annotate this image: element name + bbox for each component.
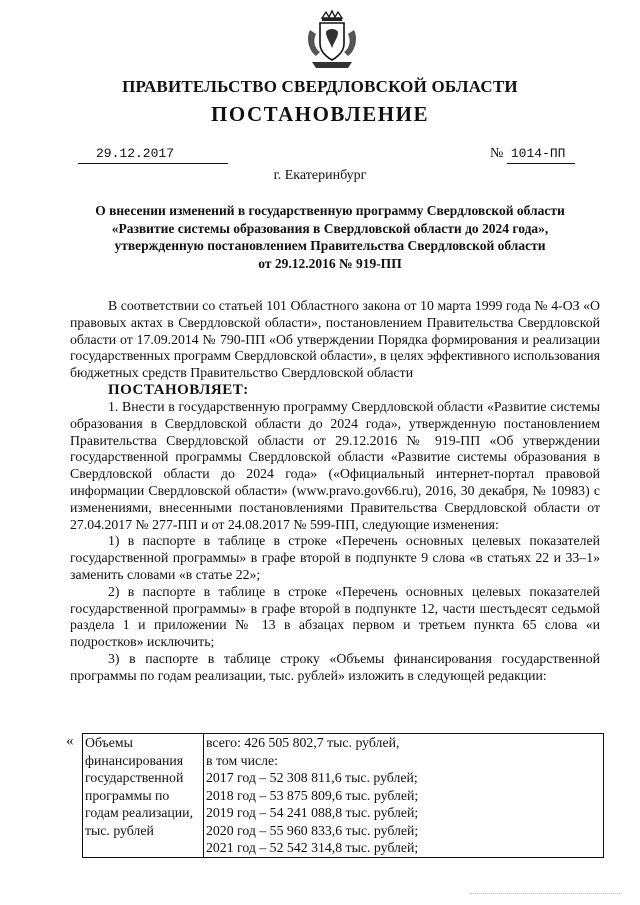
coat-of-arms-icon (300, 8, 364, 72)
table-row (83, 734, 604, 858)
city: г. Екатеринбург (273, 168, 367, 183)
footer-divider (470, 893, 620, 899)
financing-value-line: в том числе: (206, 752, 278, 768)
document-date: 29.12.2017 (78, 145, 228, 164)
subject-line: утвержденную постановлением Правительства Свердловской области (114, 238, 546, 253)
financing-value-line: всего: 426 505 802,7 тыс. рублей, (206, 735, 400, 750)
financing-value-line: 2017 год – 52 308 811,6 тыс. рублей; (206, 770, 418, 785)
subitem-1-paragraph: 1) в паспорте в таблице в строке «Перечень основных целевых показателей государственной программы» в графе второй в подпункте 9 слова «в статьях 22 и 33–1» заменить словами «в статье 22»; (70, 533, 600, 582)
preamble-paragraph: В соответствии со статьей 101 Областного закона от 10 марта 1999 года № 4-ОЗ «О правовых актах в Свердловской области», постановлением Правительства Свердловской области от 17.09.2014 № 790-ПП «Об утверждении Порядка формирования и реализации государственных программ Свердловской области», в целях эффективного использования бюджетных средств Правительство Свердловской области (70, 298, 600, 381)
financing-table (82, 733, 604, 858)
financing-label-cell: Объемы финансирования государственной программы по годам реализации, тыс. рублей (83, 734, 204, 858)
subject-line: «Развитие системы образования в Свердловской области до 2024 года», (111, 220, 549, 236)
number-label: № (490, 146, 504, 161)
document-subject (60, 202, 600, 272)
opening-quote: « (66, 733, 74, 749)
document-body (70, 298, 600, 685)
number-value: 1014-ПП (507, 145, 575, 164)
resolves-heading: ПОСТАНОВЛЯЕТ: (108, 381, 249, 398)
item-1-paragraph: 1. Внести в государственную программу Свердловской области «Развитие системы образования в Свердловской области до 2024 года», утвержденную постановлением Правительства Свердловской области от 29.12.2016 № 919-ПП «Об утверждении государственной программы Свердловской области «Развитие системы образования в Свердловской области до 2024 года» («Официальный интернет-портал правовой информации Свердловской области» (www.pravo.gov66.ru), 2016, 30 декабря, № 10983) с изменениями, внесенными постановлениями Правительства Свердловской области от 27.04.2017 № 277-ПП и от 24.08.2017 № 599-ПП, следующие изменения: (70, 398, 600, 532)
subitem-2-paragraph: 2) в паспорте в таблице в строке «Перечень основных целевых показателей государственной программы» в графе второй в подпункте 12, части шестьдесят седьмой раздела 1 и приложении № 13 в абзацах первом и третьем пункта 65 слова «и подростков» исключить; (70, 583, 600, 650)
subitem-3-paragraph: 3) в паспорте в таблице строку «Объемы финансирования государственной программы по годам реализации, тыс. рублей» изложить в следующей редакции: (70, 650, 600, 683)
financing-value-line: 2018 год – 53 875 809,6 тыс. рублей; (206, 787, 419, 803)
subject-line: О внесении изменений в государственную программу Свердловской области (95, 203, 565, 218)
government-title: ПРАВИТЕЛЬСТВО СВЕРДЛОВСКОЙ ОБЛАСТИ (122, 77, 518, 96)
document-number (490, 145, 586, 164)
financing-values-cell (204, 734, 604, 858)
document-type-title: ПОСТАНОВЛЕНИЕ (211, 102, 429, 126)
subject-line: от 29.12.2016 № 919-ПП (258, 255, 402, 271)
financing-value-line: 2021 год – 52 542 314,8 тыс. рублей; (206, 840, 419, 855)
financing-value-line: 2020 год – 55 960 833,6 тыс. рублей; (206, 822, 419, 838)
financing-value-line: 2019 год – 54 241 088,8 тыс. рублей; (206, 805, 419, 820)
